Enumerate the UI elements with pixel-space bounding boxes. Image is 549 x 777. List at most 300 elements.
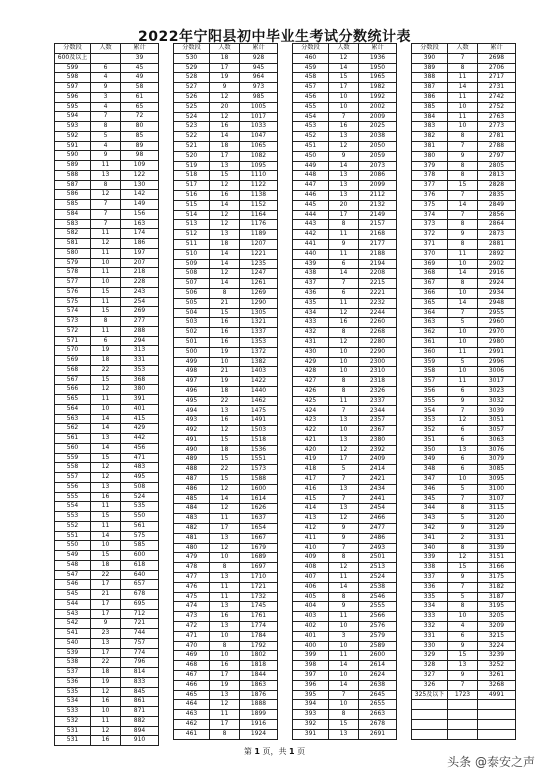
- cumulative-cell: 2392: [359, 445, 397, 455]
- score-cell: 475: [174, 592, 210, 602]
- cumulative-cell: 1176: [240, 220, 278, 230]
- table-row: [174, 573, 278, 583]
- score-cell: 440: [293, 249, 329, 259]
- cumulative-cell: 1503: [240, 426, 278, 436]
- count-cell: 11: [448, 112, 478, 122]
- table-row: [55, 268, 159, 278]
- score-cell: 577: [55, 278, 91, 288]
- score-cell: 492: [174, 426, 210, 436]
- count-cell: 16: [210, 318, 240, 328]
- table-row: [55, 356, 159, 366]
- cumulative-cell: 3268: [478, 680, 516, 690]
- score-cell: 515: [174, 200, 210, 210]
- table-row: [293, 729, 397, 739]
- count-cell: 12: [329, 308, 359, 318]
- score-cell: 429: [293, 357, 329, 367]
- table-row: [412, 406, 516, 416]
- score-cell: 343: [412, 514, 448, 524]
- count-cell: 6: [329, 259, 359, 269]
- table-row: [55, 141, 159, 151]
- cumulative-cell: 1600: [240, 484, 278, 494]
- cumulative-cell: 1305: [240, 308, 278, 318]
- score-cell: 459: [293, 63, 329, 73]
- score-cell: 408: [293, 563, 329, 573]
- cumulative-cell: 3039: [478, 406, 516, 416]
- cumulative-cell: 1982: [359, 83, 397, 93]
- table-row: [55, 180, 159, 190]
- cumulative-cell: 2157: [359, 220, 397, 230]
- cumulative-cell: 2050: [359, 141, 397, 151]
- cumulative-cell: 2221: [359, 288, 397, 298]
- table-row: [174, 377, 278, 387]
- table-row: [293, 161, 397, 171]
- table-row: [174, 641, 278, 651]
- score-cell: 560: [55, 443, 91, 453]
- table-row: [412, 671, 516, 681]
- cumulative-cell: 2916: [478, 269, 516, 279]
- column-header: 人数: [210, 44, 240, 54]
- count-cell: 9: [448, 151, 478, 161]
- score-cell: 587: [55, 180, 91, 190]
- score-cell: 458: [293, 73, 329, 83]
- score-cell: 379: [412, 161, 448, 171]
- table-row: [412, 396, 516, 406]
- table-row: [174, 494, 278, 504]
- cumulative-cell: 2260: [359, 318, 397, 328]
- score-cell: 360: [412, 347, 448, 357]
- count-cell: 13: [210, 690, 240, 700]
- score-cell: 591: [55, 141, 91, 151]
- count-cell: 7: [448, 406, 478, 416]
- cumulative-cell: 2881: [478, 239, 516, 249]
- table-row: [55, 190, 159, 200]
- table-row: [174, 543, 278, 553]
- cumulative-cell: 1065: [240, 141, 278, 151]
- table-row: [174, 426, 278, 436]
- score-cell: 519: [174, 161, 210, 171]
- count-cell: 21: [210, 367, 240, 377]
- score-cell: 568: [55, 365, 91, 375]
- score-cell: 373: [412, 220, 448, 230]
- score-cell: 427: [293, 377, 329, 387]
- count-cell: 13: [329, 181, 359, 191]
- score-cell: 364: [412, 308, 448, 318]
- score-table: [411, 43, 516, 740]
- table-row: [412, 514, 516, 524]
- cumulative-cell: 2934: [478, 288, 516, 298]
- score-cell: 499: [174, 357, 210, 367]
- score-cell: 387: [412, 83, 448, 93]
- score-tables: [54, 43, 514, 744]
- count-cell: 12: [91, 385, 121, 395]
- table-row: [55, 551, 159, 561]
- score-cell: 338: [412, 563, 448, 573]
- column-header: 人数: [91, 44, 121, 54]
- count-cell: 8: [210, 563, 240, 573]
- count-cell: 11: [329, 573, 359, 583]
- count-cell: 7: [329, 475, 359, 485]
- count-cell: 17: [210, 719, 240, 729]
- cumulative-cell: 2009: [359, 112, 397, 122]
- cumulative-cell: 89: [121, 141, 159, 151]
- cumulative-cell: 1614: [240, 494, 278, 504]
- count-cell: 12: [210, 220, 240, 230]
- table-row: [55, 395, 159, 405]
- cumulative-cell: 45: [121, 63, 159, 73]
- table-row: [293, 533, 397, 543]
- table-row: [55, 239, 159, 249]
- table-row: [412, 230, 516, 240]
- cumulative-cell: 109: [121, 161, 159, 171]
- table-row: [55, 736, 159, 746]
- score-cell: 470: [174, 641, 210, 651]
- cumulative-cell: 72: [121, 112, 159, 122]
- cumulative-cell: 2466: [359, 514, 397, 524]
- count-cell: 21: [91, 590, 121, 600]
- score-cell: 367: [412, 279, 448, 289]
- table-row: [412, 298, 516, 308]
- column-header: 人数: [448, 44, 478, 54]
- table-row: [293, 612, 397, 622]
- table-row: [412, 445, 516, 455]
- cumulative-cell: 2698: [478, 53, 516, 63]
- score-cell: 549: [55, 551, 91, 561]
- score-cell: 358: [412, 367, 448, 377]
- cumulative-cell: 2280: [359, 337, 397, 347]
- score-cell: 345: [412, 494, 448, 504]
- score-cell: 465: [174, 690, 210, 700]
- score-cell: 376: [412, 190, 448, 200]
- column-header: 累计: [240, 44, 278, 54]
- cumulative-cell: 429: [121, 424, 159, 434]
- count-cell: 11: [210, 592, 240, 602]
- count-cell: 21: [210, 298, 240, 308]
- count-cell: 17: [329, 83, 359, 93]
- score-cell: 396: [293, 680, 329, 690]
- count-cell: 8: [329, 386, 359, 396]
- cumulative-cell: 2924: [478, 279, 516, 289]
- table-row: [412, 161, 516, 171]
- score-cell: 359: [412, 357, 448, 367]
- cumulative-cell: 3076: [478, 445, 516, 455]
- count-cell: 20: [329, 200, 359, 210]
- table-header-row: [293, 44, 397, 54]
- score-cell: 399: [293, 651, 329, 661]
- count-cell: 14: [329, 63, 359, 73]
- score-cell: 410: [293, 543, 329, 553]
- count-cell: 17: [91, 599, 121, 609]
- score-cell: 474: [174, 602, 210, 612]
- table-row: [412, 53, 516, 63]
- score-cell: 352: [412, 426, 448, 436]
- count-cell: 5: [448, 318, 478, 328]
- count-cell: 12: [329, 141, 359, 151]
- count-cell: 16: [210, 328, 240, 338]
- table-row: [174, 328, 278, 338]
- table-row: [293, 445, 397, 455]
- table-row: [55, 687, 159, 697]
- score-cell: 536: [55, 677, 91, 687]
- count-cell: 9: [329, 151, 359, 161]
- score-cell: 415: [293, 494, 329, 504]
- cumulative-cell: 3175: [478, 573, 516, 583]
- score-cell: 556: [55, 482, 91, 492]
- score-cell: 534: [55, 697, 91, 707]
- table-row: [412, 102, 516, 112]
- table-row: [55, 531, 159, 541]
- count-cell: 16: [329, 318, 359, 328]
- table-row: [174, 53, 278, 63]
- score-cell: 566: [55, 385, 91, 395]
- score-cell: 406: [293, 582, 329, 592]
- table-row: [412, 524, 516, 534]
- score-cell: 497: [174, 377, 210, 387]
- cumulative-cell: 1667: [240, 533, 278, 543]
- cumulative-cell: 391: [121, 395, 159, 405]
- count-cell: 7: [91, 112, 121, 122]
- cumulative-cell: 186: [121, 239, 159, 249]
- count-cell: 6: [329, 288, 359, 298]
- count-cell: 9: [329, 602, 359, 612]
- count-cell: 9: [91, 83, 121, 93]
- cumulative-cell: 3239: [478, 651, 516, 661]
- cumulative-cell: 415: [121, 414, 159, 424]
- table-row: [55, 317, 159, 327]
- count-cell: 13: [91, 170, 121, 180]
- count-cell: 15: [91, 453, 121, 463]
- count-cell: 10: [91, 258, 121, 268]
- score-cell: 402: [293, 622, 329, 632]
- cumulative-cell: 1269: [240, 288, 278, 298]
- cumulative-cell: 2996: [478, 357, 516, 367]
- cumulative-cell: 3129: [478, 524, 516, 534]
- column-header: 分数段: [174, 44, 210, 54]
- count-cell: 12: [448, 553, 478, 563]
- score-cell: 511: [174, 239, 210, 249]
- cumulative-cell: 1247: [240, 269, 278, 279]
- score-cell: 523: [174, 122, 210, 132]
- cumulative-cell: 2763: [478, 112, 516, 122]
- count-cell: 16: [210, 337, 240, 347]
- cumulative-cell: 2112: [359, 190, 397, 200]
- count-cell: 5: [448, 514, 478, 524]
- table-row: [55, 92, 159, 102]
- table-row: [174, 102, 278, 112]
- count-cell: 4: [91, 73, 121, 83]
- cumulative-cell: 1122: [240, 181, 278, 191]
- table-row: [293, 396, 397, 406]
- table-row: [293, 563, 397, 573]
- cumulative-cell: 3215: [478, 631, 516, 641]
- score-cell: 457: [293, 83, 329, 93]
- cumulative-cell: 3139: [478, 543, 516, 553]
- table-row: [293, 690, 397, 700]
- cumulative-cell: 2773: [478, 122, 516, 132]
- table-row: [55, 122, 159, 132]
- count-cell: 11: [329, 612, 359, 622]
- cumulative-cell: 3057: [478, 426, 516, 436]
- score-cell: 501: [174, 337, 210, 347]
- score-cell: 546: [55, 580, 91, 590]
- table-row: [293, 671, 397, 681]
- table-row: [174, 524, 278, 534]
- count-cell: 17: [210, 671, 240, 681]
- table-row: [55, 677, 159, 687]
- cumulative-cell: 2268: [359, 328, 397, 338]
- table-row: [293, 190, 397, 200]
- score-cell: 442: [293, 230, 329, 240]
- table-row: [174, 298, 278, 308]
- table-row: [293, 631, 397, 641]
- score-cell: 342: [412, 524, 448, 534]
- cumulative-cell: [478, 710, 516, 720]
- count-cell: 10: [329, 367, 359, 377]
- score-cell: 502: [174, 328, 210, 338]
- count-cell: 11: [448, 92, 478, 102]
- cumulative-cell: 39: [121, 53, 159, 63]
- table-row: [55, 161, 159, 171]
- cumulative-cell: 2828: [478, 181, 516, 191]
- count-cell: 9: [91, 151, 121, 161]
- table-row: [412, 386, 516, 396]
- score-cell: 494: [174, 406, 210, 416]
- count-cell: 5: [448, 357, 478, 367]
- cumulative-cell: 585: [121, 541, 159, 551]
- cumulative-cell: 2638: [359, 680, 397, 690]
- table-row: [293, 680, 397, 690]
- cumulative-cell: 98: [121, 151, 159, 161]
- score-cell: 365: [412, 298, 448, 308]
- table-row: [174, 445, 278, 455]
- cumulative-cell: 1721: [240, 582, 278, 592]
- score-cell: 539: [55, 648, 91, 658]
- count-cell: 11: [91, 268, 121, 278]
- count-cell: 12: [91, 239, 121, 249]
- table-row: [174, 582, 278, 592]
- cumulative-cell: 2434: [359, 484, 397, 494]
- score-cell: 547: [55, 570, 91, 580]
- cumulative-cell: 80: [121, 122, 159, 132]
- score-cell: 448: [293, 171, 329, 181]
- cumulative-cell: 85: [121, 131, 159, 141]
- table-row: [412, 141, 516, 151]
- count-cell: 18: [210, 386, 240, 396]
- cumulative-cell: 2788: [478, 141, 516, 151]
- watermark: 头条 @泰安之声: [447, 755, 535, 769]
- cumulative-cell: 3085: [478, 465, 516, 475]
- count-cell: 15: [91, 307, 121, 317]
- table-row: [412, 367, 516, 377]
- table-row: [293, 63, 397, 73]
- table-row: [55, 473, 159, 483]
- count-cell: 13: [210, 622, 240, 632]
- score-table: [173, 43, 278, 740]
- score-cell: 347: [412, 475, 448, 485]
- table-row: [55, 346, 159, 356]
- score-cell: 450: [293, 151, 329, 161]
- cumulative-cell: 2086: [359, 171, 397, 181]
- count-cell: 10: [329, 622, 359, 632]
- table-row: [293, 298, 397, 308]
- count-cell: 22: [91, 658, 121, 668]
- count-cell: 15: [210, 455, 240, 465]
- count-cell: 17: [91, 609, 121, 619]
- table-row: [174, 386, 278, 396]
- cumulative-cell: 3195: [478, 602, 516, 612]
- score-cell: 599: [55, 63, 91, 73]
- score-cell: 574: [55, 307, 91, 317]
- count-cell: 16: [210, 190, 240, 200]
- table-row: [293, 416, 397, 426]
- footer-total-pages: 1: [289, 747, 295, 756]
- cumulative-cell: 49: [121, 73, 159, 83]
- table-row: [55, 375, 159, 385]
- score-cell: 333: [412, 612, 448, 622]
- cumulative-cell: 1337: [240, 328, 278, 338]
- table-row: [412, 73, 516, 83]
- table-header-row: [412, 44, 516, 54]
- count-cell: 11: [210, 514, 240, 524]
- count-cell: 19: [91, 346, 121, 356]
- count-cell: 12: [210, 484, 240, 494]
- cumulative-cell: 1588: [240, 475, 278, 485]
- footer-page-number: 1: [254, 747, 260, 756]
- count-cell: 4: [91, 102, 121, 112]
- count-cell: 12: [210, 112, 240, 122]
- score-cell: 381: [412, 141, 448, 151]
- count-cell: 7: [448, 680, 478, 690]
- score-cell: 449: [293, 161, 329, 171]
- table-row: [174, 602, 278, 612]
- table-row: [293, 279, 397, 289]
- cumulative-cell: 2614: [359, 661, 397, 671]
- score-cell: 535: [55, 687, 91, 697]
- table-row: [412, 435, 516, 445]
- score-cell: 565: [55, 395, 91, 405]
- cumulative-cell: 368: [121, 375, 159, 385]
- score-cell: 531: [55, 736, 91, 746]
- score-cell: 400: [293, 641, 329, 651]
- table-row: [293, 514, 397, 524]
- count-cell: 6: [448, 455, 478, 465]
- table-row: [174, 112, 278, 122]
- count-cell: 15: [329, 73, 359, 83]
- cumulative-cell: 3107: [478, 494, 516, 504]
- table-row: [55, 278, 159, 288]
- count-cell: 11: [91, 248, 121, 258]
- table-row: [174, 190, 278, 200]
- score-cell: 354: [412, 406, 448, 416]
- cumulative-cell: 456: [121, 443, 159, 453]
- count-cell: 15: [210, 435, 240, 445]
- count-cell: 8: [448, 171, 478, 181]
- column-header: 人数: [329, 44, 359, 54]
- cumulative-cell: 2344: [359, 406, 397, 416]
- table-row: [293, 524, 397, 534]
- score-cell: 505: [174, 298, 210, 308]
- cumulative-cell: 2960: [478, 318, 516, 328]
- score-cell: 509: [174, 259, 210, 269]
- count-cell: 2: [448, 533, 478, 543]
- count-cell: 18: [210, 239, 240, 249]
- score-cell: 329: [412, 651, 448, 661]
- table-row: [174, 200, 278, 210]
- count-cell: 11: [91, 521, 121, 531]
- table-row: [174, 357, 278, 367]
- count-cell: 8: [91, 122, 121, 132]
- table-row: [174, 151, 278, 161]
- table-row: [293, 53, 397, 63]
